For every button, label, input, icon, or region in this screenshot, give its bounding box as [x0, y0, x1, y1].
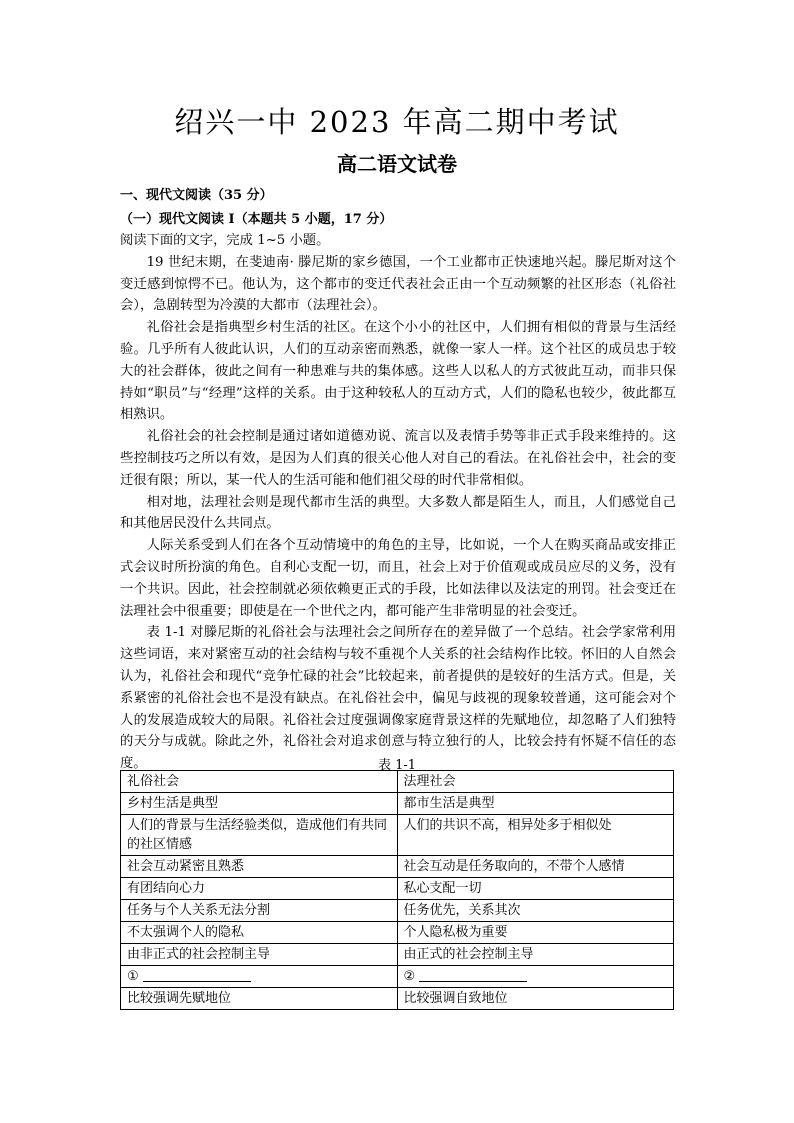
- table-caption: 表 1-1: [377, 758, 417, 773]
- instruction-paragraph: 阅读下面的文字，完成 1~5 小题。: [120, 233, 330, 248]
- exam-subtitle: 高二语文试卷: [337, 152, 457, 176]
- reading-passage: [120, 230, 676, 775]
- table-row-blanks: [121, 966, 674, 988]
- table-row: [121, 793, 674, 815]
- answer-blank-cell-1: [121, 966, 398, 988]
- table-row: [121, 922, 674, 944]
- table-header-row: [121, 771, 674, 793]
- table-cell: 乡村生活是典型: [121, 793, 398, 815]
- table-cell: 个人隐私极为重要: [397, 922, 674, 944]
- table-cell: 有团结向心力: [121, 878, 398, 900]
- table-cell: 由正式的社会控制主导: [397, 944, 674, 966]
- table-cell: 比较强调自致地位: [397, 988, 674, 1010]
- blank-marker-1: ①: [127, 969, 139, 984]
- section-heading: 一、现代文阅读（35 分）: [120, 188, 273, 203]
- passage-paragraph: 19 世纪末期，在斐迪南· 滕尼斯的家乡德国，一个工业都市正快速地兴起。滕尼斯对这个变迁感到惊愕不已。他认为，这个都市的变迁代表社会正由一个互动频繁的社区形态（礼俗社会），急剧转型为冷漠的大都市（法理社会）。: [120, 254, 676, 314]
- table-cell: 不太强调个人的隐私: [121, 922, 398, 944]
- table-row: [121, 878, 674, 900]
- table-header-cell: 法理社会: [397, 771, 674, 793]
- exam-title: 绍兴一中 2023 年高二期中考试: [174, 105, 620, 139]
- table-row: [121, 815, 674, 856]
- table-cell: 都市生活是典型: [397, 793, 674, 815]
- answer-blank-line[interactable]: [419, 968, 527, 982]
- table-cell: 人们的背景与生活经验类似，造成他们有共同的社区情感: [121, 815, 398, 856]
- table-cell: 社会互动是任务取向的，不带个人感情: [397, 856, 674, 878]
- table-header-cell: 礼俗社会: [121, 771, 398, 793]
- table-cell: 私心支配一切: [397, 878, 674, 900]
- table-cell: 任务优先，关系其次: [397, 900, 674, 922]
- passage-paragraph: 人际关系受到人们在各个互动情境中的角色的主导，比如说，一个人在购买商品或安排正式会议时所扮演的角色。自利心支配一切，而且，社会上对于价值观或成员应尽的义务，没有一个共识。因此，社会控制就必须依赖更正式的手段，比如法律以及法定的刑罚。社会变迁在法理社会中很重要；即使是在一个世代之内，都可能产生非常明显的社会变迁。: [120, 538, 676, 619]
- table-cell: 人们的共识不高，相异处多于相似处: [397, 815, 674, 856]
- passage-paragraph: 表 1-1 对滕尼斯的礼俗社会与法理社会之间所存在的差异做了一个总结。社会学家常利用这些词语，来对紧密互动的社会结构与较不重视个人关系的社会结构作比较。怀旧的人自然会认为，礼俗社会和现代“竞争忙碌的社会”比较起来，前者提供的是较好的生活方式。但是，关系紧密的礼俗社会也不是没有缺点。在礼俗社会中，偏见与歧视的现象较普通，这可能会对个人的发展造成较大的局限。礼俗社会过度强调像家庭背景这样的先赋地位，却忽略了人们独特的天分与成就。除此之外，礼俗社会对追求创意与特立独行的人，比较会持有怀疑不信任的态度。: [120, 625, 676, 772]
- passage-paragraph: 礼俗社会的社会控制是通过诸如道德劝说、流言以及表情手势等非正式手段来维持的。这些控制技巧之所以有效，是因为人们真的很关心他人对自己的看法。在礼俗社会中，社会的变迁很有限；所以，某一代人的生活可能和他们祖父母的时代非常相似。: [120, 429, 676, 488]
- table-row: [121, 900, 674, 922]
- passage-paragraph: 相对地，法理社会则是现代都市生活的典型。大多数人都是陌生人，而且，人们感觉自己和其他居民没什么共同点。: [120, 494, 676, 532]
- answer-blank-cell-2: [397, 966, 674, 988]
- table-row: [121, 988, 674, 1010]
- table-row: [121, 856, 674, 878]
- comparison-table: [120, 770, 674, 1010]
- answer-blank-line[interactable]: [143, 968, 251, 982]
- passage-paragraph: 礼俗社会是指典型乡村生活的社区。在这个小小的社区中，人们拥有相似的背景与生活经验。几乎所有人彼此认识，人们的互动亲密而熟悉，就像一家人一样。这个社区的成员忠于较大的社会群体，彼此之间有一种患难与共的集体感。这些人以私人的方式彼此互动，而非只保持如“职员”与“经理”这样的关系。由于这种较私人的互动方式，人们的隐私也较少，彼此都互相熟识。: [120, 320, 676, 423]
- subsection-heading: （一）现代文阅读 I（本题共 5 小题，17 分）: [120, 212, 393, 227]
- blank-marker-2: ②: [403, 969, 416, 984]
- table-cell: 社会互动紧密且熟悉: [121, 856, 398, 878]
- table-cell: 任务与个人关系无法分割: [121, 900, 398, 922]
- table-row: [121, 944, 674, 966]
- table-cell: 比较强调先赋地位: [121, 988, 398, 1010]
- table-cell: 由非正式的社会控制主导: [121, 944, 398, 966]
